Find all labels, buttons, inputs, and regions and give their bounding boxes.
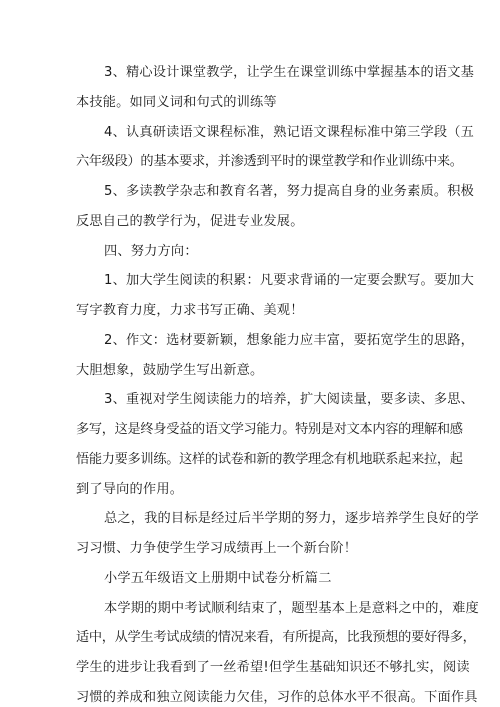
text-line: 本技能。如同义词和句式的训练等 <box>76 95 277 110</box>
article-title: 小学五年级语文上册期中试卷分析篇二 <box>104 571 332 586</box>
section-heading: 四、努力方向： <box>104 244 198 259</box>
text-line: 多写，这是终身受益的语文学习能力。特别是对文本内容的理解和感 <box>76 422 463 437</box>
text-line: 3、精心设计课堂教学，让学生在课堂训练中掌握基本的语文基 <box>104 65 475 80</box>
text-line: 悟能力要多训练。这样的试卷和新的教学理念有机地联系起来拉，起 <box>76 452 463 467</box>
text-line: 4、认真研读语文课程标准，熟记语文课程标准中第三学段（五 <box>104 125 475 140</box>
text-line: 反思自己的教学行为，促进专业发展。 <box>76 214 304 229</box>
text-line: 2、作文：选材要新颖，想象能力应丰富，要拓宽学生的思路， <box>104 333 475 348</box>
text-line: 学生的进步让我看到了一丝希望!但学生基础知识还不够扎实，阅读 <box>76 660 470 675</box>
text-line: 适中，从学生考试成绩的情况来看，有所提高，比我预想的要好得多， <box>76 630 476 645</box>
text-line: 习习惯、力争使学生学习成绩再上一个新台阶！ <box>76 541 358 556</box>
text-line: 本学期的期中考试顺利结束了，题型基本上是意料之中的，难度 <box>104 601 479 616</box>
text-line: 习惯的养成和独立阅读能力欠佳，习作的总体水平不很高。下面作具 <box>76 690 478 705</box>
text-line: 1、加大学生阅读的积累：凡要求背诵的一定要会默写。要加大 <box>104 273 475 288</box>
text-line: 到了导向的作用。 <box>76 482 184 497</box>
text-line: 大胆想象，鼓励学生写出新意。 <box>76 363 264 378</box>
text-line: 写字教育力度，力求书写正确、美观！ <box>76 303 304 318</box>
text-line: 5、多读教学杂志和教育名著，努力提高自身的业务素质。积极 <box>104 184 475 199</box>
text-line: 总之，我的目标是经过后半学期的努力，逐步培养学生良好的学 <box>104 511 479 526</box>
text-line: 3、重视对学生阅读能力的培养，扩大阅读量，要多读、多思、 <box>104 392 475 407</box>
text-line: 六年级段）的基本要求，并渗透到平时的课堂教学和作业训练中来。 <box>76 154 463 169</box>
